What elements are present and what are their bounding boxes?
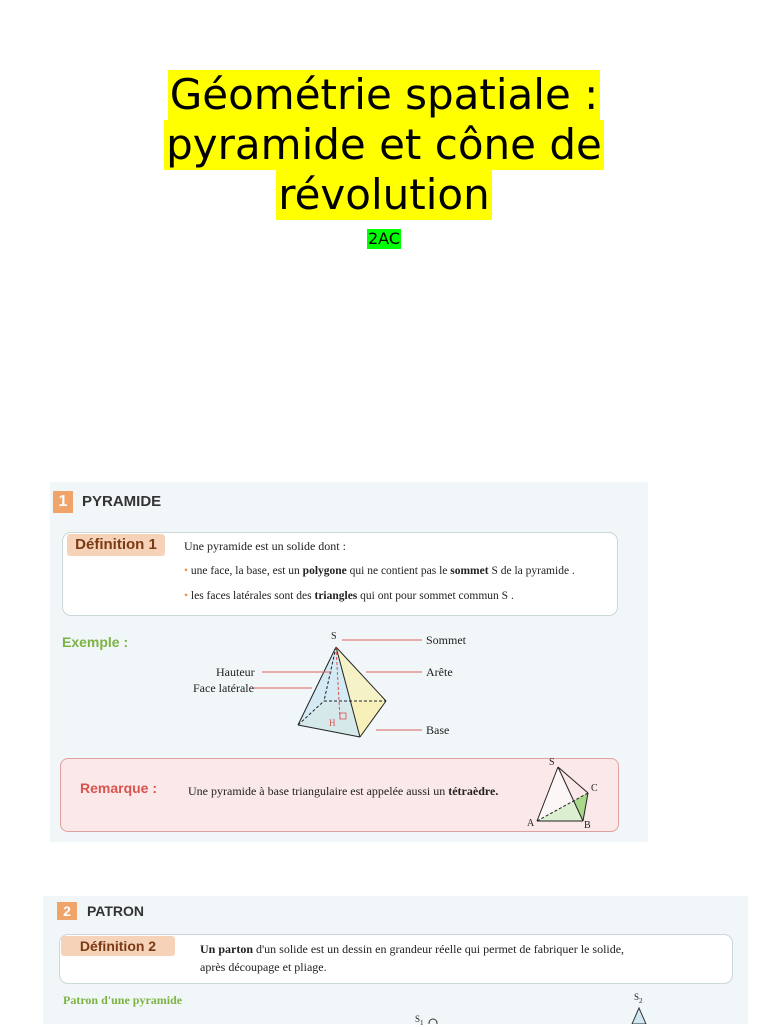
definition-2-tab: Définition 2 bbox=[61, 936, 175, 956]
patron-panel bbox=[43, 896, 748, 1027]
label-base: Base bbox=[426, 723, 450, 737]
bullet-icon: • bbox=[184, 565, 189, 577]
apex-label: S bbox=[331, 631, 337, 642]
definition-2-line-2: après découpage et pliage. bbox=[200, 960, 327, 974]
definition-1-bullet-1: • une face, la base, est un polygone qui ne contient pas le sommet S de la pyramide . bbox=[184, 565, 575, 577]
remarque-text: Une pyramide à base triangulaire est appelée aussi un tétraèdre. bbox=[188, 784, 499, 798]
page-title bbox=[0, 70, 768, 220]
remarque-label: Remarque : bbox=[80, 780, 158, 796]
tetra-label-c: C bbox=[591, 783, 598, 794]
tetra-label-a: A bbox=[527, 818, 535, 829]
tetra-label-b: B bbox=[584, 820, 591, 831]
subtitle: 2AC bbox=[367, 229, 400, 248]
definition-2-line-1: Un parton d'un solide est un dessin en grandeur réelle qui permet de fabriquer le solide, bbox=[200, 942, 625, 956]
net-figure bbox=[43, 896, 748, 1024]
title-line-2: pyramide et cône de bbox=[166, 120, 602, 169]
example-label: Exemple : bbox=[62, 634, 129, 650]
definition-1-intro: Une pyramide est un solide dont : bbox=[184, 539, 346, 553]
pyramide-panel bbox=[50, 482, 648, 842]
definition-1-bullet-2: • les faces latérales sont des triangles qui ont pour sommet commun S . bbox=[184, 590, 514, 602]
section-2-title: PATRON bbox=[87, 903, 145, 919]
title-line-3: révolution bbox=[278, 170, 490, 219]
label-h: H bbox=[329, 718, 336, 728]
subtitle-wrap bbox=[0, 229, 768, 249]
label-face-laterale: Face latérale bbox=[193, 681, 254, 695]
label-sommet: Sommet bbox=[426, 633, 467, 647]
net-label-s2: $S_2$ bbox=[634, 992, 643, 1005]
definition-1-tab: Définition 1 bbox=[67, 534, 165, 556]
patron-subheading: Patron d'une pyramide bbox=[63, 993, 183, 1007]
section-2-number: 2 bbox=[57, 902, 77, 920]
tetra-label-s: S bbox=[549, 757, 555, 768]
bullet-icon: • bbox=[184, 590, 189, 602]
section-1-title: PYRAMIDE bbox=[82, 493, 162, 510]
section-1-number: 1 bbox=[53, 491, 73, 513]
net-label-s1: $S_1$ bbox=[415, 1014, 424, 1027]
label-hauteur: Hauteur bbox=[216, 665, 255, 679]
label-arete: Arête bbox=[426, 665, 453, 679]
tetrahedron-figure bbox=[50, 482, 648, 842]
title-line-1: Géométrie spatiale : bbox=[169, 70, 599, 119]
